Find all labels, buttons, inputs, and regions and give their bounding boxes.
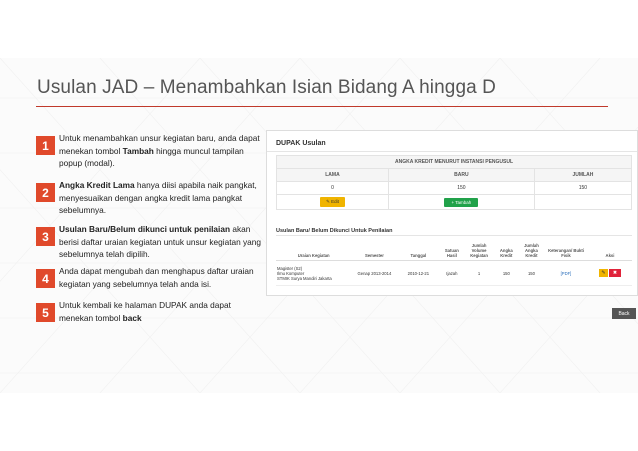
header-angka: Angka Kredit [494,238,519,261]
step-text: Untuk kembali ke halaman DUPAK anda dapat menekan tombol back [59,300,231,323]
cell-volume: 1 [464,261,493,286]
usulan-table [276,238,632,286]
bukti-pdf-link[interactable]: [PDF] [560,270,572,276]
step-number: 2 [36,183,55,202]
kredit-table [276,155,632,210]
step-number: 4 [36,269,55,288]
cell-tanggal: 2010-12-21 [397,261,439,286]
header-tanggal: Tanggal [397,238,439,261]
app-divider [267,151,637,152]
step-number: 1 [36,136,55,155]
usulan-divider [276,235,632,236]
step-number: 3 [36,227,55,246]
pencil-icon: ✎ [326,199,332,204]
cell-uraian: Magister (S2) Ilmu Komputer STMIK Surya Mandiri Jakarta [276,261,351,286]
trash-icon[interactable]: ✖ [609,269,621,277]
edit-icon[interactable]: ✎ [599,269,608,277]
header-satuan: Satuan Hasil [439,238,464,261]
header-uraian: Uraian Kegiatan [276,238,351,261]
cell-satuan: Ijazah [439,261,464,286]
back-button[interactable]: Back [612,308,636,319]
header-bukti: Keterangan/ Bukti Fisik [544,238,588,261]
col-baru: BARU [388,169,534,182]
header-jumlah: Jumlah Angka Kredit [519,238,544,261]
value-jumlah: 150 [534,182,631,195]
edit-lama-button[interactable]: ✎ Edit [320,197,345,207]
usulan-title: Usulan Baru/ Belum Dikunci Untuk Penilaian [276,228,393,234]
table-row [276,261,632,286]
header-semester: Semester [351,238,397,261]
step-text: Angka Kredit Lama hanya diisi apabila naik pangkat, menyesuaikan dengan angka kredit lama pangkat sebelumnya. [59,180,257,215]
title-divider [36,106,608,107]
value-lama: 0 [277,182,389,195]
step-text: Anda dapat mengubah dan menghapus daftar uraian kegiatan yang sebelumnya telah anda isi. [59,266,254,289]
app-title: DUPAK Usulan [276,140,326,147]
dupak-screenshot [266,130,638,296]
cell-semester: Genap 2013-2014 [351,261,397,286]
slide-title: Usulan JAD – Menambahkan Isian Bidang A hingga D [37,77,496,98]
step-number: 5 [36,303,55,322]
step-text: Usulan Baru/Belum dikunci untuk penilaian akan berisi daftar uraian kegiatan untuk unsur kegiatan yang sebelumnya telah dipilih. [59,224,262,259]
kredit-header: ANGKA KREDIT MENURUT INSTANSI PENGUSUL [277,156,632,169]
plus-icon: + [451,199,456,205]
cell-jumlah: 150 [519,261,544,286]
cell-angka: 150 [494,261,519,286]
step-text: Untuk menambahkan unsur kegiatan baru, anda dapat menekan tombol Tambah hingga muncul tampilan popup (modal). [59,133,260,168]
tambah-button[interactable]: + Tambah [444,198,478,207]
col-lama: LAMA [277,169,389,182]
col-jumlah: JUMLAH [534,169,631,182]
header-volume: Jumlah Volume Kegiatan [464,238,493,261]
value-baru: 150 [388,182,534,195]
header-aksi: Aksi [588,238,632,261]
